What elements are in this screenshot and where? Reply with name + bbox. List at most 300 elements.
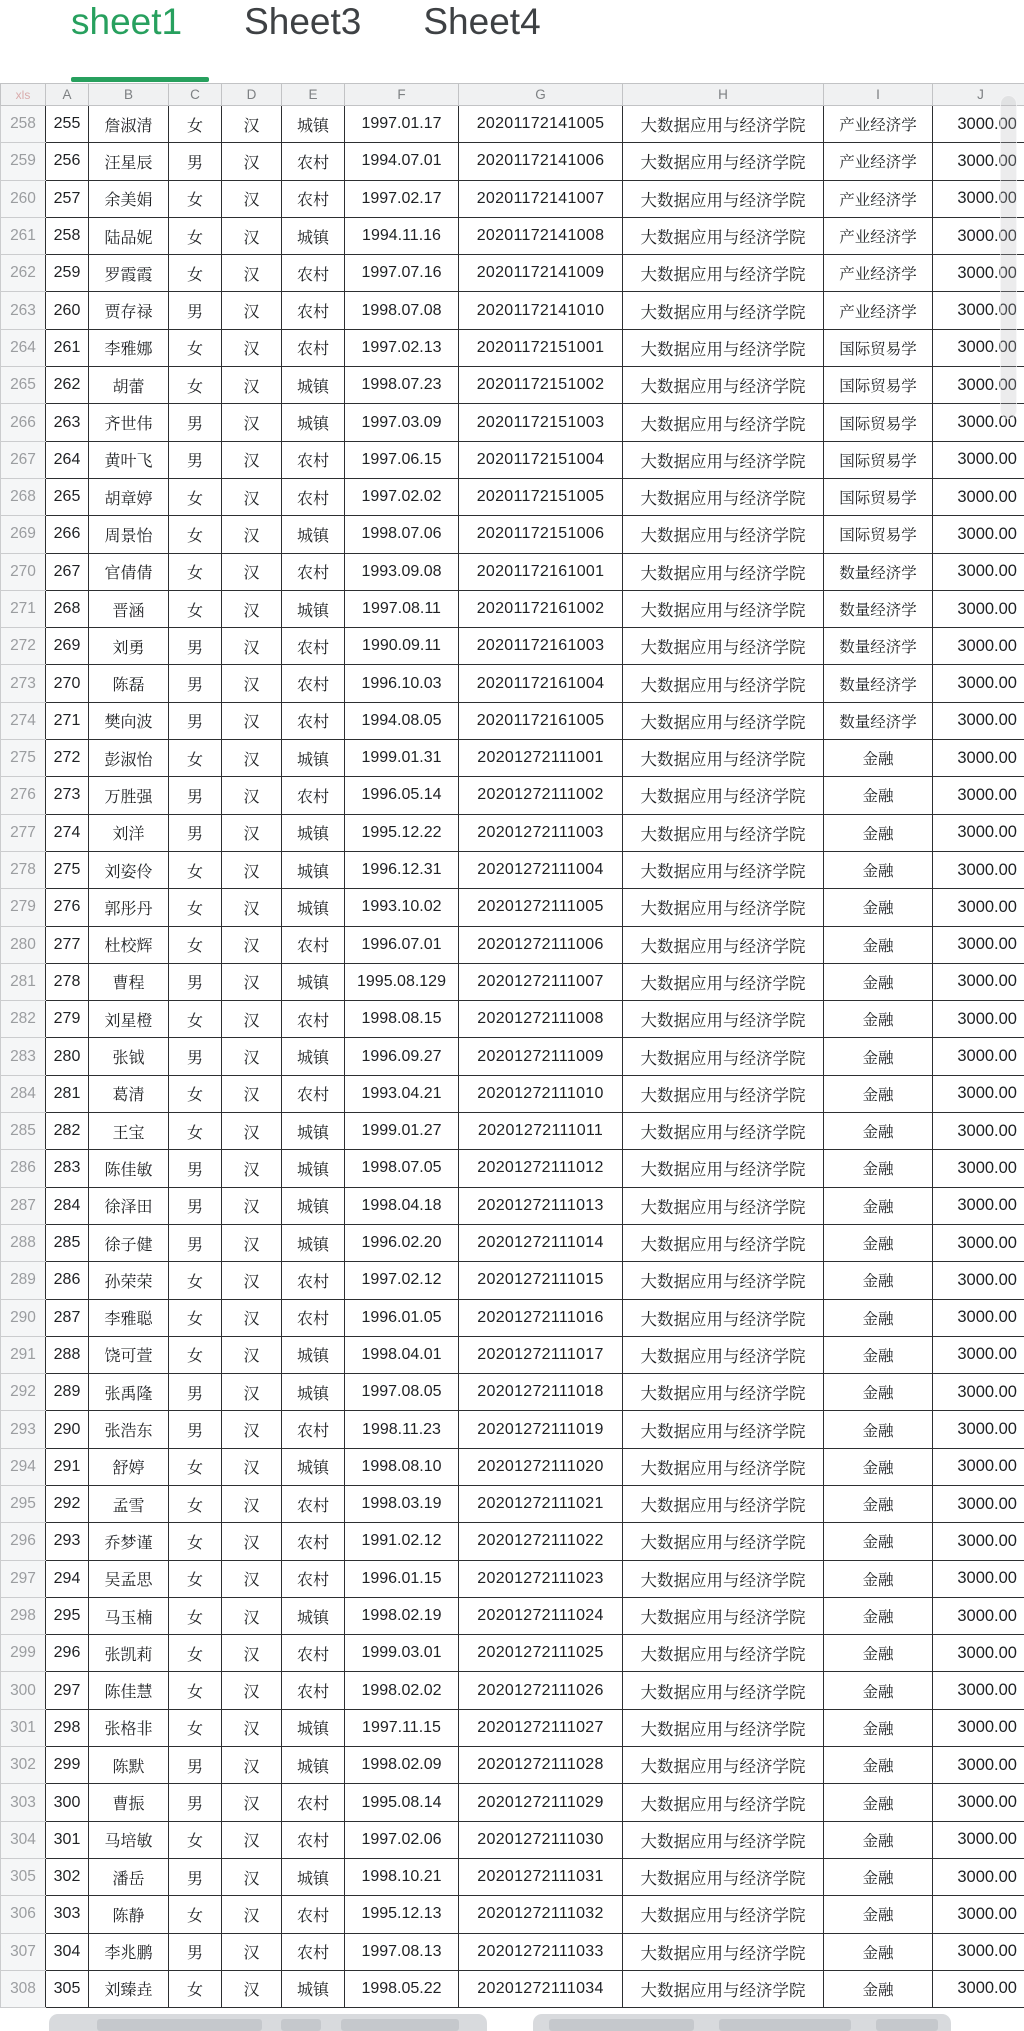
cell-major[interactable]: 国际贸易学: [824, 516, 933, 553]
cell-college[interactable]: 大数据应用与经济学院: [623, 478, 824, 515]
cell-name[interactable]: 葛清: [89, 1075, 169, 1112]
cell-ethnicity[interactable]: 汉: [222, 1075, 282, 1112]
cell-major[interactable]: 金融: [824, 1933, 933, 1970]
row-number-cell[interactable]: 280: [1, 926, 46, 963]
cell-student-id[interactable]: 20201272111010: [459, 1075, 623, 1112]
cell-serial[interactable]: 283: [46, 1150, 89, 1187]
cell-residence[interactable]: 城镇: [282, 1374, 345, 1411]
row-number-cell[interactable]: 276: [1, 777, 46, 814]
cell-birth-date[interactable]: 1997.02.17: [345, 180, 459, 217]
cell-student-id[interactable]: 20201272111006: [459, 926, 623, 963]
cell-amount[interactable]: 3000.00: [933, 702, 1024, 739]
cell-name[interactable]: 刘星橙: [89, 1001, 169, 1038]
cell-gender[interactable]: 女: [169, 367, 222, 404]
cell-name[interactable]: 陈佳敏: [89, 1150, 169, 1187]
row-number-cell[interactable]: 265: [1, 367, 46, 404]
cell-major[interactable]: 金融: [824, 1150, 933, 1187]
cell-gender[interactable]: 女: [169, 553, 222, 590]
cell-serial[interactable]: 267: [46, 553, 89, 590]
row-number-cell[interactable]: 291: [1, 1336, 46, 1373]
row-number-cell[interactable]: 262: [1, 255, 46, 292]
cell-major[interactable]: 金融: [824, 1448, 933, 1485]
cell-major[interactable]: 产业经济学: [824, 292, 933, 329]
cell-major[interactable]: 金融: [824, 1001, 933, 1038]
cell-college[interactable]: 大数据应用与经济学院: [623, 329, 824, 366]
cell-amount[interactable]: 3000.00: [933, 1970, 1024, 2007]
cell-amount[interactable]: 3000.00: [933, 1038, 1024, 1075]
cell-gender[interactable]: 男: [169, 1150, 222, 1187]
cell-serial[interactable]: 279: [46, 1001, 89, 1038]
cell-birth-date[interactable]: 1995.08.129: [345, 963, 459, 1000]
cell-student-id[interactable]: 20201172161005: [459, 702, 623, 739]
column-header-E[interactable]: E: [282, 84, 345, 106]
cell-student-id[interactable]: 20201172141008: [459, 217, 623, 254]
cell-amount[interactable]: 3000.00: [933, 1224, 1024, 1261]
tab-sheet3[interactable]: Sheet3: [244, 1, 362, 42]
cell-student-id[interactable]: 20201272111023: [459, 1560, 623, 1597]
cell-ethnicity[interactable]: 汉: [222, 180, 282, 217]
cell-birth-date[interactable]: 1996.07.01: [345, 926, 459, 963]
cell-gender[interactable]: 女: [169, 1821, 222, 1858]
cell-residence[interactable]: 城镇: [282, 1038, 345, 1075]
cell-birth-date[interactable]: 1997.01.17: [345, 106, 459, 143]
cell-serial[interactable]: 296: [46, 1635, 89, 1672]
cell-major[interactable]: 国际贸易学: [824, 404, 933, 441]
cell-gender[interactable]: 女: [169, 1336, 222, 1373]
cell-birth-date[interactable]: 1999.03.01: [345, 1635, 459, 1672]
cell-college[interactable]: 大数据应用与经济学院: [623, 1374, 824, 1411]
cell-birth-date[interactable]: 1998.10.21: [345, 1858, 459, 1895]
cell-gender[interactable]: 女: [169, 180, 222, 217]
cell-ethnicity[interactable]: 汉: [222, 106, 282, 143]
cell-amount[interactable]: 3000.00: [933, 1523, 1024, 1560]
cell-residence[interactable]: 农村: [282, 1001, 345, 1038]
bottom-toolbar-left[interactable]: [49, 2014, 487, 2031]
cell-amount[interactable]: 3000.00: [933, 143, 1024, 180]
cell-student-id[interactable]: 20201272111030: [459, 1821, 623, 1858]
cell-major[interactable]: 金融: [824, 1113, 933, 1150]
cell-ethnicity[interactable]: 汉: [222, 1485, 282, 1522]
cell-birth-date[interactable]: 1996.01.05: [345, 1299, 459, 1336]
cell-residence[interactable]: 城镇: [282, 1448, 345, 1485]
cell-birth-date[interactable]: 1998.07.08: [345, 292, 459, 329]
cell-gender[interactable]: 女: [169, 1299, 222, 1336]
tab-sheet1[interactable]: sheet1: [71, 1, 183, 42]
cell-amount[interactable]: 3000.00: [933, 1150, 1024, 1187]
row-number-cell[interactable]: 300: [1, 1672, 46, 1709]
cell-birth-date[interactable]: 1996.02.20: [345, 1224, 459, 1261]
cell-student-id[interactable]: 20201272111034: [459, 1970, 623, 2007]
cell-amount[interactable]: 3000.00: [933, 255, 1024, 292]
cell-serial[interactable]: 288: [46, 1336, 89, 1373]
cell-college[interactable]: 大数据应用与经济学院: [623, 1448, 824, 1485]
cell-major[interactable]: 金融: [824, 1560, 933, 1597]
cell-amount[interactable]: 3000.00: [933, 1896, 1024, 1933]
cell-ethnicity[interactable]: 汉: [222, 1858, 282, 1895]
cell-major[interactable]: 产业经济学: [824, 255, 933, 292]
cell-major[interactable]: 金融: [824, 1485, 933, 1522]
cell-ethnicity[interactable]: 汉: [222, 963, 282, 1000]
cell-student-id[interactable]: 20201272111022: [459, 1523, 623, 1560]
cell-major[interactable]: 产业经济学: [824, 217, 933, 254]
cell-ethnicity[interactable]: 汉: [222, 851, 282, 888]
cell-gender[interactable]: 男: [169, 777, 222, 814]
cell-ethnicity[interactable]: 汉: [222, 1933, 282, 1970]
cell-ethnicity[interactable]: 汉: [222, 1336, 282, 1373]
cell-gender[interactable]: 女: [169, 590, 222, 627]
cell-name[interactable]: 胡章婷: [89, 478, 169, 515]
cell-name[interactable]: 刘臻垚: [89, 1970, 169, 2007]
cell-student-id[interactable]: 20201172161002: [459, 590, 623, 627]
cell-college[interactable]: 大数据应用与经济学院: [623, 1709, 824, 1746]
cell-amount[interactable]: 3000.00: [933, 106, 1024, 143]
cell-amount[interactable]: 3000.00: [933, 777, 1024, 814]
cell-student-id[interactable]: 20201272111024: [459, 1597, 623, 1634]
cell-name[interactable]: 潘岳: [89, 1858, 169, 1895]
cell-student-id[interactable]: 20201272111013: [459, 1187, 623, 1224]
cell-residence[interactable]: 城镇: [282, 1336, 345, 1373]
cell-ethnicity[interactable]: 汉: [222, 628, 282, 665]
cell-birth-date[interactable]: 1997.02.06: [345, 1821, 459, 1858]
cell-residence[interactable]: 农村: [282, 1560, 345, 1597]
cell-major[interactable]: 金融: [824, 1597, 933, 1634]
cell-birth-date[interactable]: 1993.04.21: [345, 1075, 459, 1112]
column-header-G[interactable]: G: [459, 84, 623, 106]
cell-birth-date[interactable]: 1997.02.02: [345, 478, 459, 515]
cell-college[interactable]: 大数据应用与经济学院: [623, 367, 824, 404]
row-number-cell[interactable]: 294: [1, 1448, 46, 1485]
cell-college[interactable]: 大数据应用与经济学院: [623, 1858, 824, 1895]
row-number-cell[interactable]: 301: [1, 1709, 46, 1746]
cell-birth-date[interactable]: 1994.07.01: [345, 143, 459, 180]
row-number-cell[interactable]: 263: [1, 292, 46, 329]
cell-serial[interactable]: 295: [46, 1597, 89, 1634]
cell-gender[interactable]: 女: [169, 329, 222, 366]
cell-college[interactable]: 大数据应用与经济学院: [623, 740, 824, 777]
cell-gender[interactable]: 女: [169, 1560, 222, 1597]
cell-name[interactable]: 陈默: [89, 1747, 169, 1784]
cell-ethnicity[interactable]: 汉: [222, 553, 282, 590]
cell-ethnicity[interactable]: 汉: [222, 1001, 282, 1038]
cell-gender[interactable]: 女: [169, 1672, 222, 1709]
cell-amount[interactable]: 3000.00: [933, 404, 1024, 441]
cell-name[interactable]: 马玉楠: [89, 1597, 169, 1634]
cell-residence[interactable]: 农村: [282, 1821, 345, 1858]
cell-ethnicity[interactable]: 汉: [222, 1411, 282, 1448]
cell-ethnicity[interactable]: 汉: [222, 367, 282, 404]
cell-ethnicity[interactable]: 汉: [222, 1747, 282, 1784]
cell-major[interactable]: 金融: [824, 740, 933, 777]
cell-ethnicity[interactable]: 汉: [222, 702, 282, 739]
cell-gender[interactable]: 男: [169, 814, 222, 851]
cell-birth-date[interactable]: 1998.08.10: [345, 1448, 459, 1485]
cell-residence[interactable]: 城镇: [282, 1150, 345, 1187]
cell-serial[interactable]: 276: [46, 889, 89, 926]
cell-residence[interactable]: 城镇: [282, 1113, 345, 1150]
cell-college[interactable]: 大数据应用与经济学院: [623, 1485, 824, 1522]
cell-major[interactable]: 金融: [824, 1299, 933, 1336]
cell-major[interactable]: 金融: [824, 1075, 933, 1112]
cell-student-id[interactable]: 20201172161004: [459, 665, 623, 702]
cell-college[interactable]: 大数据应用与经济学院: [623, 292, 824, 329]
cell-birth-date[interactable]: 1997.08.13: [345, 1933, 459, 1970]
cell-residence[interactable]: 农村: [282, 1896, 345, 1933]
row-number-cell[interactable]: 278: [1, 851, 46, 888]
cell-major[interactable]: 国际贸易学: [824, 367, 933, 404]
cell-student-id[interactable]: 20201272111016: [459, 1299, 623, 1336]
cell-residence[interactable]: 城镇: [282, 851, 345, 888]
cell-serial[interactable]: 269: [46, 628, 89, 665]
cell-student-id[interactable]: 20201272111031: [459, 1858, 623, 1895]
cell-college[interactable]: 大数据应用与经济学院: [623, 1113, 824, 1150]
cell-birth-date[interactable]: 1998.04.01: [345, 1336, 459, 1373]
cell-amount[interactable]: 3000.00: [933, 1672, 1024, 1709]
cell-name[interactable]: 张钺: [89, 1038, 169, 1075]
cell-birth-date[interactable]: 1999.01.31: [345, 740, 459, 777]
cell-gender[interactable]: 男: [169, 1374, 222, 1411]
cell-amount[interactable]: 3000.00: [933, 1448, 1024, 1485]
cell-residence[interactable]: 城镇: [282, 1747, 345, 1784]
row-number-cell[interactable]: 285: [1, 1113, 46, 1150]
cell-amount[interactable]: 3000.00: [933, 1747, 1024, 1784]
cell-major[interactable]: 金融: [824, 814, 933, 851]
cell-birth-date[interactable]: 1997.06.15: [345, 441, 459, 478]
cell-major[interactable]: 金融: [824, 1635, 933, 1672]
cell-serial[interactable]: 304: [46, 1933, 89, 1970]
cell-major[interactable]: 数量经济学: [824, 628, 933, 665]
cell-gender[interactable]: 女: [169, 1262, 222, 1299]
column-header-F[interactable]: F: [345, 84, 459, 106]
cell-student-id[interactable]: 20201272111020: [459, 1448, 623, 1485]
cell-residence[interactable]: 农村: [282, 1299, 345, 1336]
cell-residence[interactable]: 农村: [282, 1635, 345, 1672]
cell-major[interactable]: 国际贸易学: [824, 478, 933, 515]
cell-serial[interactable]: 280: [46, 1038, 89, 1075]
cell-amount[interactable]: 3000.00: [933, 851, 1024, 888]
cell-serial[interactable]: 256: [46, 143, 89, 180]
row-number-cell[interactable]: 283: [1, 1038, 46, 1075]
row-number-cell[interactable]: 297: [1, 1560, 46, 1597]
cell-college[interactable]: 大数据应用与经济学院: [623, 590, 824, 627]
cell-gender[interactable]: 女: [169, 255, 222, 292]
cell-serial[interactable]: 297: [46, 1672, 89, 1709]
row-number-cell[interactable]: 307: [1, 1933, 46, 1970]
cell-gender[interactable]: 女: [169, 889, 222, 926]
cell-serial[interactable]: 291: [46, 1448, 89, 1485]
cell-ethnicity[interactable]: 汉: [222, 1224, 282, 1261]
cell-amount[interactable]: 3000.00: [933, 1411, 1024, 1448]
cell-gender[interactable]: 女: [169, 516, 222, 553]
cell-ethnicity[interactable]: 汉: [222, 404, 282, 441]
bottom-toolbar-right[interactable]: [533, 2014, 951, 2031]
cell-ethnicity[interactable]: 汉: [222, 926, 282, 963]
cell-birth-date[interactable]: 1995.12.22: [345, 814, 459, 851]
cell-name[interactable]: 胡蕾: [89, 367, 169, 404]
cell-college[interactable]: 大数据应用与经济学院: [623, 516, 824, 553]
cell-student-id[interactable]: 20201272111029: [459, 1784, 623, 1821]
cell-gender[interactable]: 女: [169, 1523, 222, 1560]
cell-gender[interactable]: 女: [169, 1597, 222, 1634]
cell-college[interactable]: 大数据应用与经济学院: [623, 1075, 824, 1112]
cell-major[interactable]: 金融: [824, 1709, 933, 1746]
cell-name[interactable]: 孙荣荣: [89, 1262, 169, 1299]
row-number-cell[interactable]: 305: [1, 1858, 46, 1895]
cell-college[interactable]: 大数据应用与经济学院: [623, 1187, 824, 1224]
cell-college[interactable]: 大数据应用与经济学院: [623, 1635, 824, 1672]
cell-serial[interactable]: 268: [46, 590, 89, 627]
cell-birth-date[interactable]: 1997.08.11: [345, 590, 459, 627]
cell-amount[interactable]: 3000.00: [933, 367, 1024, 404]
cell-ethnicity[interactable]: 汉: [222, 1672, 282, 1709]
cell-residence[interactable]: 城镇: [282, 1187, 345, 1224]
cell-college[interactable]: 大数据应用与经济学院: [623, 441, 824, 478]
cell-college[interactable]: 大数据应用与经济学院: [623, 1560, 824, 1597]
row-number-cell[interactable]: 289: [1, 1262, 46, 1299]
cell-name[interactable]: 马培敏: [89, 1821, 169, 1858]
cell-serial[interactable]: 299: [46, 1747, 89, 1784]
cell-serial[interactable]: 294: [46, 1560, 89, 1597]
cell-student-id[interactable]: 20201172151006: [459, 516, 623, 553]
cell-gender[interactable]: 男: [169, 665, 222, 702]
cell-major[interactable]: 国际贸易学: [824, 329, 933, 366]
cell-residence[interactable]: 城镇: [282, 404, 345, 441]
cell-name[interactable]: 汪星辰: [89, 143, 169, 180]
cell-name[interactable]: 余美娟: [89, 180, 169, 217]
cell-college[interactable]: 大数据应用与经济学院: [623, 1224, 824, 1261]
cell-birth-date[interactable]: 1998.07.23: [345, 367, 459, 404]
cell-serial[interactable]: 289: [46, 1374, 89, 1411]
cell-major[interactable]: 金融: [824, 1784, 933, 1821]
cell-name[interactable]: 舒婷: [89, 1448, 169, 1485]
cell-college[interactable]: 大数据应用与经济学院: [623, 1970, 824, 2007]
cell-birth-date[interactable]: 1998.07.06: [345, 516, 459, 553]
cell-residence[interactable]: 城镇: [282, 1709, 345, 1746]
cell-major[interactable]: 金融: [824, 1672, 933, 1709]
cell-residence[interactable]: 城镇: [282, 963, 345, 1000]
cell-gender[interactable]: 男: [169, 1784, 222, 1821]
cell-major[interactable]: 金融: [824, 1523, 933, 1560]
cell-major[interactable]: 金融: [824, 1224, 933, 1261]
cell-amount[interactable]: 3000.00: [933, 553, 1024, 590]
cell-amount[interactable]: 3000.00: [933, 1709, 1024, 1746]
cell-name[interactable]: 吴孟思: [89, 1560, 169, 1597]
cell-name[interactable]: 饶可萱: [89, 1336, 169, 1373]
row-number-cell[interactable]: 275: [1, 740, 46, 777]
row-number-cell[interactable]: 286: [1, 1150, 46, 1187]
cell-name[interactable]: 杜校辉: [89, 926, 169, 963]
cell-student-id[interactable]: 20201272111005: [459, 889, 623, 926]
cell-student-id[interactable]: 20201272111033: [459, 1933, 623, 1970]
cell-college[interactable]: 大数据应用与经济学院: [623, 1523, 824, 1560]
cell-amount[interactable]: 3000.00: [933, 1262, 1024, 1299]
cell-college[interactable]: 大数据应用与经济学院: [623, 777, 824, 814]
cell-residence[interactable]: 农村: [282, 1784, 345, 1821]
row-number-cell[interactable]: 268: [1, 478, 46, 515]
cell-serial[interactable]: 281: [46, 1075, 89, 1112]
cell-birth-date[interactable]: 1994.11.16: [345, 217, 459, 254]
cell-residence[interactable]: 农村: [282, 1075, 345, 1112]
cell-residence[interactable]: 城镇: [282, 889, 345, 926]
cell-major[interactable]: 金融: [824, 1821, 933, 1858]
cell-college[interactable]: 大数据应用与经济学院: [623, 1747, 824, 1784]
cell-amount[interactable]: 3000.00: [933, 665, 1024, 702]
cell-major[interactable]: 数量经济学: [824, 553, 933, 590]
cell-name[interactable]: 曹程: [89, 963, 169, 1000]
cell-gender[interactable]: 男: [169, 1038, 222, 1075]
cell-amount[interactable]: 3000.00: [933, 441, 1024, 478]
row-number-cell[interactable]: 281: [1, 963, 46, 1000]
cell-amount[interactable]: 3000.00: [933, 590, 1024, 627]
cell-ethnicity[interactable]: 汉: [222, 1150, 282, 1187]
cell-ethnicity[interactable]: 汉: [222, 1821, 282, 1858]
cell-gender[interactable]: 女: [169, 1970, 222, 2007]
row-number-cell[interactable]: 292: [1, 1374, 46, 1411]
row-number-cell[interactable]: 303: [1, 1784, 46, 1821]
row-number-cell[interactable]: 284: [1, 1075, 46, 1112]
cell-serial[interactable]: 305: [46, 1970, 89, 2007]
cell-ethnicity[interactable]: 汉: [222, 889, 282, 926]
cell-student-id[interactable]: 20201272111014: [459, 1224, 623, 1261]
cell-ethnicity[interactable]: 汉: [222, 1262, 282, 1299]
row-number-cell[interactable]: 299: [1, 1635, 46, 1672]
cell-name[interactable]: 罗霞霞: [89, 255, 169, 292]
cell-amount[interactable]: 3000.00: [933, 889, 1024, 926]
cell-student-id[interactable]: 20201172151001: [459, 329, 623, 366]
cell-name[interactable]: 王宝: [89, 1113, 169, 1150]
cell-amount[interactable]: 3000.00: [933, 1821, 1024, 1858]
cell-college[interactable]: 大数据应用与经济学院: [623, 1597, 824, 1634]
cell-gender[interactable]: 女: [169, 740, 222, 777]
cell-serial[interactable]: 292: [46, 1485, 89, 1522]
cell-major[interactable]: 金融: [824, 1262, 933, 1299]
cell-name[interactable]: 张凯莉: [89, 1635, 169, 1672]
cell-gender[interactable]: 女: [169, 926, 222, 963]
row-number-cell[interactable]: 258: [1, 106, 46, 143]
cell-name[interactable]: 刘勇: [89, 628, 169, 665]
cell-birth-date[interactable]: 1997.03.09: [345, 404, 459, 441]
cell-college[interactable]: 大数据应用与经济学院: [623, 1299, 824, 1336]
cell-residence[interactable]: 农村: [282, 478, 345, 515]
cell-name[interactable]: 乔梦谨: [89, 1523, 169, 1560]
cell-college[interactable]: 大数据应用与经济学院: [623, 106, 824, 143]
cell-student-id[interactable]: 20201272111032: [459, 1896, 623, 1933]
cell-serial[interactable]: 258: [46, 217, 89, 254]
cell-birth-date[interactable]: 1993.10.02: [345, 889, 459, 926]
row-number-cell[interactable]: 266: [1, 404, 46, 441]
row-number-cell[interactable]: 267: [1, 441, 46, 478]
cell-serial[interactable]: 301: [46, 1821, 89, 1858]
row-number-cell[interactable]: 293: [1, 1411, 46, 1448]
cell-gender[interactable]: 女: [169, 1113, 222, 1150]
cell-birth-date[interactable]: 1998.03.19: [345, 1485, 459, 1522]
cell-gender[interactable]: 男: [169, 1933, 222, 1970]
row-number-cell[interactable]: 264: [1, 329, 46, 366]
cell-birth-date[interactable]: 1996.12.31: [345, 851, 459, 888]
cell-ethnicity[interactable]: 汉: [222, 814, 282, 851]
cell-name[interactable]: 贾存禄: [89, 292, 169, 329]
cell-birth-date[interactable]: 1990.09.11: [345, 628, 459, 665]
cell-student-id[interactable]: 20201172141005: [459, 106, 623, 143]
cell-serial[interactable]: 287: [46, 1299, 89, 1336]
cell-ethnicity[interactable]: 汉: [222, 1896, 282, 1933]
cell-student-id[interactable]: 20201272111009: [459, 1038, 623, 1075]
cell-name[interactable]: 万胜强: [89, 777, 169, 814]
cell-student-id[interactable]: 20201272111003: [459, 814, 623, 851]
cell-amount[interactable]: 3000.00: [933, 516, 1024, 553]
column-header-C[interactable]: C: [169, 84, 222, 106]
cell-name[interactable]: 黄叶飞: [89, 441, 169, 478]
cell-serial[interactable]: 285: [46, 1224, 89, 1261]
